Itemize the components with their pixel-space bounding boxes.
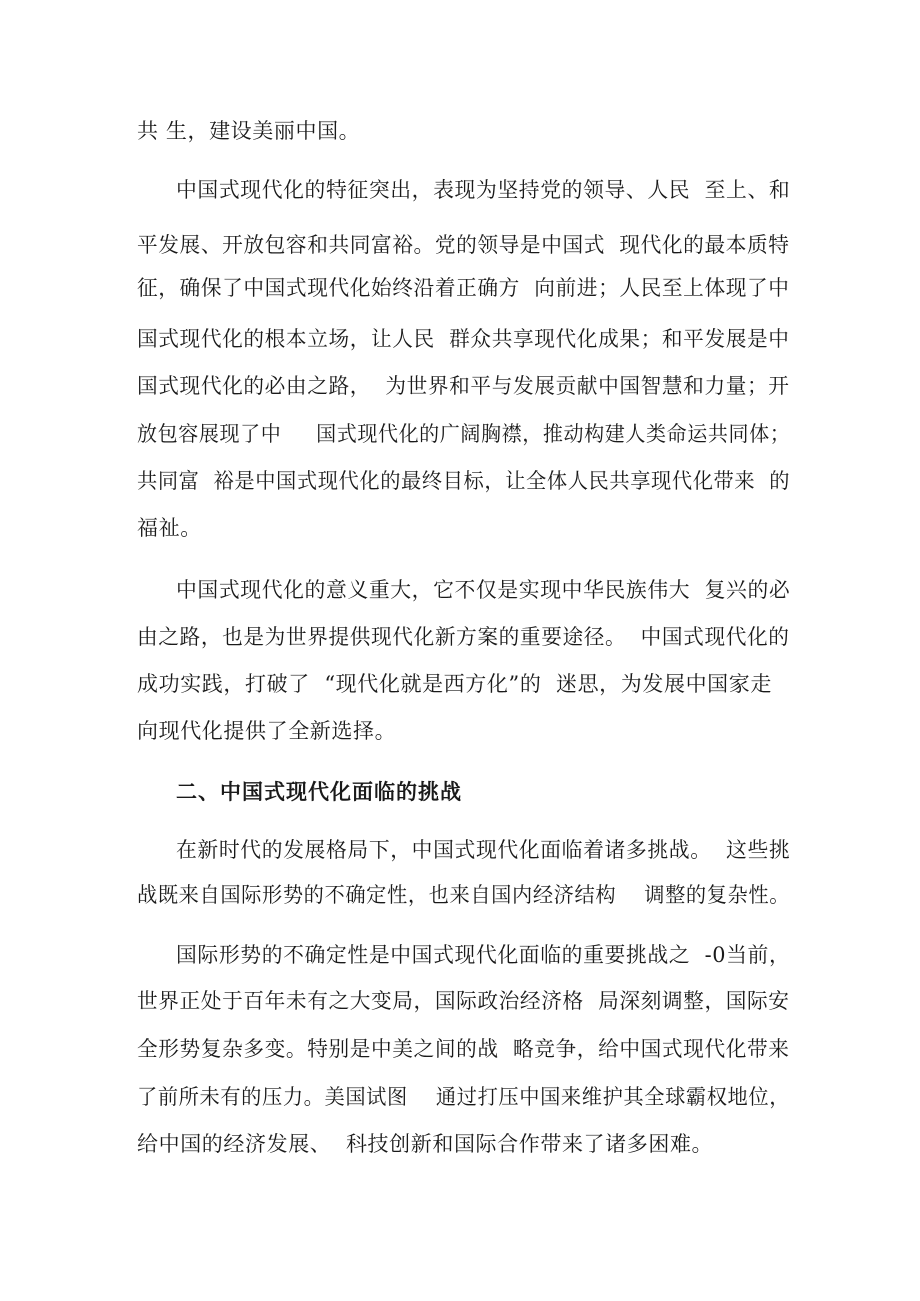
- text-line: 战既来自国际形势的不确定性，也来自国内经济结构 调整的复杂性。: [137, 883, 791, 907]
- text-line: 平发展、开放包容和共同富裕。党的领导是中国式 现代化的最本质特: [137, 233, 790, 257]
- text-line: 共 生，建设美丽中国。: [137, 119, 361, 143]
- text-line: 成功实践，打破了 “现代化就是西方化”的 迷思，为发展中国家走: [137, 672, 772, 696]
- text-line: 世界正处于百年未有之大变局，国际政治经济格 局深刻调整，国际安: [137, 989, 790, 1013]
- text-line: 国际形势的不确定性是中国式现代化面临的重要挑战之 -0当前，: [176, 943, 791, 967]
- text-line: 国式现代化的必由之路， 为世界和平与发展贡献中国智慧和力量；开: [137, 374, 790, 398]
- text-line: 国式现代化的根本立场，让人民 群众共享现代化成果；和平发展是中: [137, 327, 790, 351]
- text-line: 了前所未有的压力。美国试图 通过打压中国来维护其全球霸权地位，: [137, 1085, 791, 1109]
- text-line: 全形势复杂多变。特别是中美之间的战 略竞争，给中国式现代化带来: [137, 1037, 790, 1061]
- text-line: 中国式现代化的意义重大，它不仅是实现中华民族伟大 复兴的必: [176, 578, 791, 602]
- text-line: 中国式现代化的特征突出，表现为坚持党的领导、人民 至上、和: [176, 178, 791, 202]
- text-line: 给中国的经济发展、 科技创新和国际合作带来了诸多困难。: [137, 1132, 714, 1156]
- section-heading: 二、中国式现代化面临的挑战: [176, 779, 462, 804]
- text-line: 福祉。: [137, 516, 202, 540]
- text-line: 共同富 裕是中国式现代化的最终目标，让全体人民共享现代化带来 的: [137, 469, 791, 493]
- text-line: 由之路，也是为世界提供现代化新方案的重要途径。 中国式现代化的: [137, 625, 790, 649]
- text-line: 在新时代的发展格局下，中国式现代化面临着诸多挑战。 这些挑: [176, 838, 791, 862]
- text-line: 放包容展现了中 国式现代化的广阔胸襟，推动构建人类命运共同体；: [137, 422, 791, 446]
- text-line: 向现代化提供了全新选择。: [137, 719, 397, 743]
- text-line: 征，确保了中国式现代化始终沿着正确方 向前进；人民至上体现了中: [137, 276, 790, 300]
